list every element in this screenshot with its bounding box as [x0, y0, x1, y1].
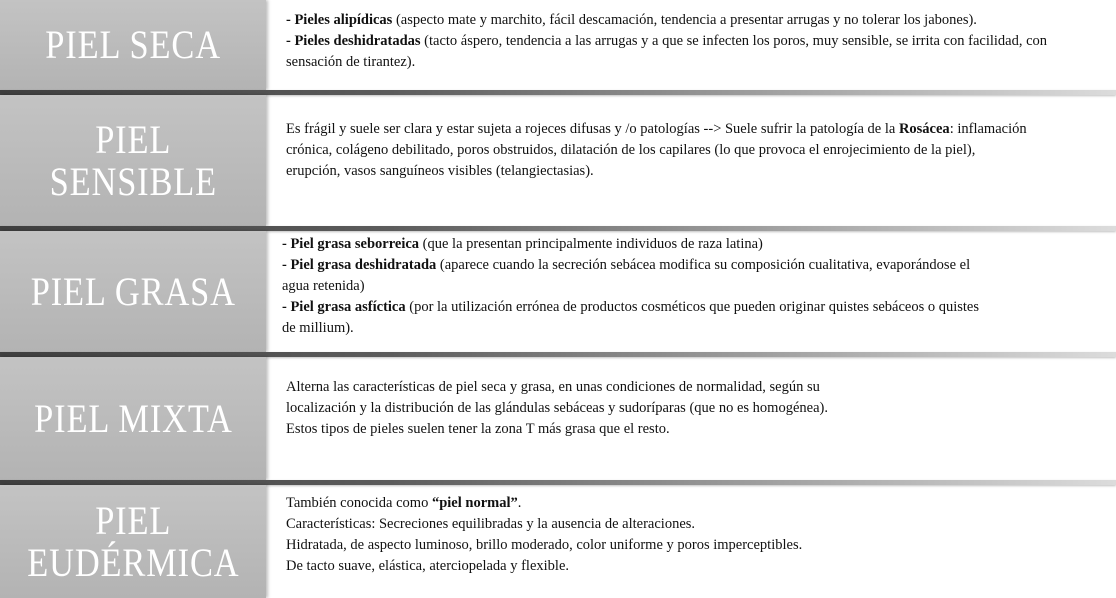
- text-line: - Piel grasa deshidratada (aparece cuando la secreción sebácea modifica su composición cualitativa, evaporándose el: [282, 257, 971, 273]
- row-piel-seca: [0, 0, 1116, 90]
- label-line: PIEL SECA: [45, 22, 221, 67]
- content-piel-seca: [286, 10, 1108, 73]
- text-line: Estos tipos de pieles suelen tener la zona T más grasa que el resto.: [286, 421, 670, 437]
- row-piel-mixta: [0, 357, 1116, 480]
- label-line: PIEL MIXTA: [33, 395, 233, 441]
- label-line: SENSIBLE: [49, 158, 217, 204]
- text-line: agua retenida): [282, 278, 365, 294]
- row-piel-grasa: [0, 231, 1116, 352]
- row-piel-sensible: [0, 95, 1116, 226]
- text-line: Hidratada, de aspecto luminoso, brillo moderado, color uniforme y poros imperceptibles.: [286, 537, 803, 553]
- label-piel-mixta: [0, 357, 266, 480]
- label-line: EUDÉRMICA: [26, 539, 240, 585]
- content-piel-mixta: [286, 377, 1108, 440]
- text-line: crónica, colágeno debilitado, poros obstruidos, dilatación de los capilares (lo que provoca el enrojecimiento de la piel),: [286, 142, 976, 158]
- text-line: Características: Secreciones equilibradas y la ausencia de alteraciones.: [286, 516, 696, 532]
- row-piel-eudermica: [0, 485, 1116, 598]
- label-piel-eudermica: [0, 485, 266, 598]
- content-piel-grasa: [282, 234, 1108, 339]
- text-line: Es frágil y suele ser clara y estar sujeta a rojeces difusas y /o patologías --> Suele sufrir la patología de la Rosácea: inflamación: [286, 121, 1027, 137]
- text-line: erupción, vasos sanguíneos visibles (telangiectasias).: [286, 163, 594, 179]
- text-line: de millium).: [282, 320, 354, 336]
- label-piel-sensible: [0, 95, 266, 226]
- label-line: PIEL: [94, 116, 172, 162]
- text-line: - Piel grasa asfíctica (por la utilización errónea de productos cosméticos que pueden originar quistes sebáceos o quistes: [282, 299, 980, 315]
- text-line: - Pieles deshidratadas (tacto áspero, tendencia a las arrugas y a que se infecten los poros, muy sensible, se irrita con facilidad, con: [286, 33, 1048, 49]
- label-line: PIEL: [94, 497, 172, 543]
- label-piel-seca: [0, 0, 266, 90]
- content-piel-sensible: [286, 119, 1108, 182]
- label-piel-grasa: [0, 231, 266, 352]
- text-line: sensación de tirantez).: [286, 54, 416, 70]
- text-line: localización y la distribución de las glándulas sebáceas y sudoríparas (que no es homogénea).: [286, 400, 828, 416]
- text-line: - Pieles alipídicas (aspecto mate y marchito, fácil descamación, tendencia a presentar arrugas y no tolerar los jabones).: [286, 12, 977, 28]
- content-piel-eudermica: [286, 493, 1108, 577]
- text-line: - Piel grasa seborreica (que la presentan principalmente individuos de raza latina): [282, 236, 763, 252]
- label-line: PIEL GRASA: [30, 268, 236, 314]
- text-line: Alterna las características de piel seca y grasa, en unas condiciones de normalidad, según su: [286, 379, 820, 395]
- text-line: También conocida como “piel normal”.: [286, 495, 522, 511]
- text-line: De tacto suave, elástica, aterciopelada y flexible.: [286, 558, 570, 574]
